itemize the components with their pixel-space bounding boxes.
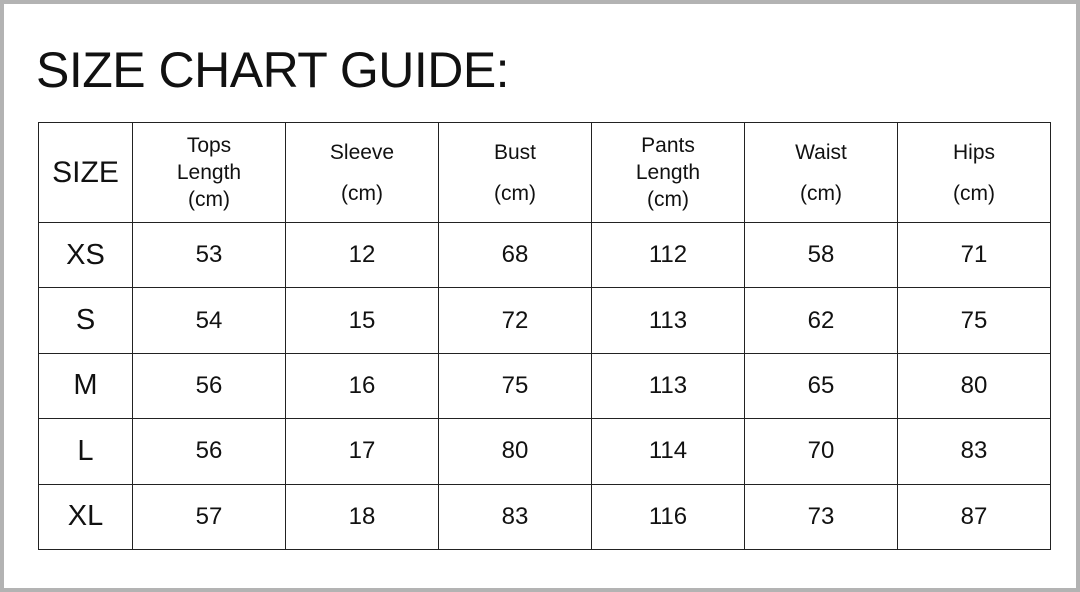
table-cell: 18 xyxy=(286,484,439,549)
header-pants-length xyxy=(592,123,745,223)
table-cell: 70 xyxy=(745,419,898,484)
table-cell: 53 xyxy=(133,223,286,288)
header-size: SIZE xyxy=(39,123,133,223)
header-pants-length-unit: (cm) xyxy=(647,188,689,211)
size-chart-table xyxy=(38,122,1051,550)
header-row xyxy=(39,123,1051,223)
table-row xyxy=(39,288,1051,353)
header-tops-length-line1: Tops xyxy=(186,134,232,157)
table-cell: 12 xyxy=(286,223,439,288)
header-bust-unit: (cm) xyxy=(494,181,536,205)
table-cell: 83 xyxy=(898,419,1051,484)
table-cell: 112 xyxy=(592,223,745,288)
table-cell: 71 xyxy=(898,223,1051,288)
table-cell: 54 xyxy=(133,288,286,353)
table-cell: 72 xyxy=(439,288,592,353)
table-cell: 80 xyxy=(439,419,592,484)
table-cell: 17 xyxy=(286,419,439,484)
table-row xyxy=(39,419,1051,484)
header-bust xyxy=(439,123,592,223)
table-cell: 68 xyxy=(439,223,592,288)
table-cell: 65 xyxy=(745,353,898,418)
size-label: XL xyxy=(39,484,133,549)
table-cell: 56 xyxy=(133,353,286,418)
header-sleeve xyxy=(286,123,439,223)
header-hips-name: Hips xyxy=(952,140,995,164)
table-cell: 73 xyxy=(745,484,898,549)
table-row xyxy=(39,353,1051,418)
table-cell: 113 xyxy=(592,353,745,418)
header-sleeve-name: Sleeve xyxy=(329,140,395,164)
table-cell: 62 xyxy=(745,288,898,353)
header-waist xyxy=(745,123,898,223)
header-sleeve-unit: (cm) xyxy=(341,181,383,205)
header-tops-length-line2: Length xyxy=(176,161,242,184)
header-pants-length-line1: Pants xyxy=(641,134,695,157)
table-cell: 113 xyxy=(592,288,745,353)
header-tops-length xyxy=(133,123,286,223)
size-label: S xyxy=(39,288,133,353)
table-cell: 87 xyxy=(898,484,1051,549)
table-cell: 57 xyxy=(133,484,286,549)
table-cell: 83 xyxy=(439,484,592,549)
table-cell: 75 xyxy=(439,353,592,418)
table-cell: 116 xyxy=(592,484,745,549)
header-hips xyxy=(898,123,1051,223)
page-title: SIZE CHART GUIDE: xyxy=(36,42,510,98)
table-cell: 114 xyxy=(592,419,745,484)
table-row xyxy=(39,223,1051,288)
table-cell: 75 xyxy=(898,288,1051,353)
table-cell: 80 xyxy=(898,353,1051,418)
header-tops-length-unit: (cm) xyxy=(188,188,230,211)
size-label: M xyxy=(39,353,133,418)
header-waist-unit: (cm) xyxy=(800,181,842,205)
header-hips-unit: (cm) xyxy=(953,181,995,205)
header-bust-name: Bust xyxy=(493,140,537,164)
size-label: L xyxy=(39,419,133,484)
size-label: XS xyxy=(39,223,133,288)
table-cell: 16 xyxy=(286,353,439,418)
header-waist-name: Waist xyxy=(795,140,847,164)
header-pants-length-line2: Length xyxy=(635,161,701,184)
table-cell: 58 xyxy=(745,223,898,288)
table-row xyxy=(39,484,1051,549)
table-cell: 15 xyxy=(286,288,439,353)
table-cell: 56 xyxy=(133,419,286,484)
